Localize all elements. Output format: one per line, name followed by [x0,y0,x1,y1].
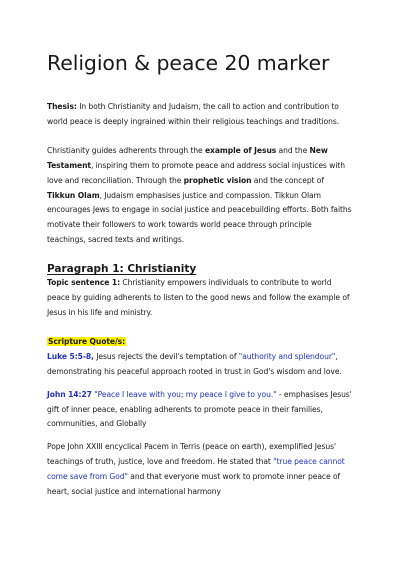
intro-text-1: Christianity guides adherents through the [47,145,205,155]
john-text: - emphasises Jesus' gift of inner peace, enabling adherents to promote peace in their families, communities, and Globally [47,389,352,429]
john-paragraph [47,388,352,433]
john-reference: John 14:27 [47,389,92,399]
topic-label: Topic sentence 1: [47,278,121,288]
luke-text-1: Jesus rejects the devil's temptation of [93,351,239,361]
intro-paragraph [47,144,352,248]
topic-sentence-paragraph [47,276,352,321]
intro-bold-3: prophetic vision [183,175,252,185]
pope-quote: "true peace cannot come save from God" [47,457,345,482]
intro-text-3: , inspiring them to promote peace and address social injustices with love and reconciliation. Through the [47,160,345,185]
thesis-paragraph [47,100,352,130]
luke-paragraph [47,350,352,380]
scripture-label-paragraph [47,335,352,350]
intro-text-5: , Judaism emphasises justice and compassion. Tikkun Olam encourages Jews to engage in social justice and peacebuilding efforts. Both faiths motivate their followers to work towards world peace through principle teachings, sacred texts and writings. [47,190,352,245]
pope-paragraph [47,440,352,500]
intro-bold-2: New Testament [47,145,328,170]
pope-text-1: Pope John XXIII encyclical Pacem in Terris (peace on earth), exemplified Jesus' teachings of truth, justice, love and freedom. He stated that [47,442,336,467]
page-title: Religion & peace 20 marker [47,51,330,75]
paragraph1-heading: Paragraph 1: Christianity [47,263,197,276]
intro-text-2: and the [276,145,310,155]
luke-quote: "authority and splendour" [238,351,336,361]
topic-text: Christianity empowers individuals to contribute to world peace by guiding adherents to listen to the good news and follow the example of Jesus in his life and ministry. [47,278,350,317]
thesis-text: In both Christianity and Judaism, the call to action and contribution to world peace is deeply ingrained within their religious teachings and traditions. [47,102,340,126]
intro-text-4: and the concept of [251,175,324,185]
john-quote: "Peace I leave with you; my peace I give to you." [91,389,277,399]
intro-bold-1: example of Jesus [204,145,277,155]
scripture-label: Scripture Quote/s: [48,336,126,346]
luke-reference: Luke 5:5-8, [47,351,94,361]
luke-text-2: , demonstrating his peaceful approach rooted in trust in God's wisdom and love. [47,351,342,376]
thesis-label: Thesis: [47,102,77,111]
intro-bold-4: Tikkun Olam [47,190,100,200]
pope-text-2: and that everyone must work to promote inner peace of heart, social justice and international harmony [47,472,341,497]
